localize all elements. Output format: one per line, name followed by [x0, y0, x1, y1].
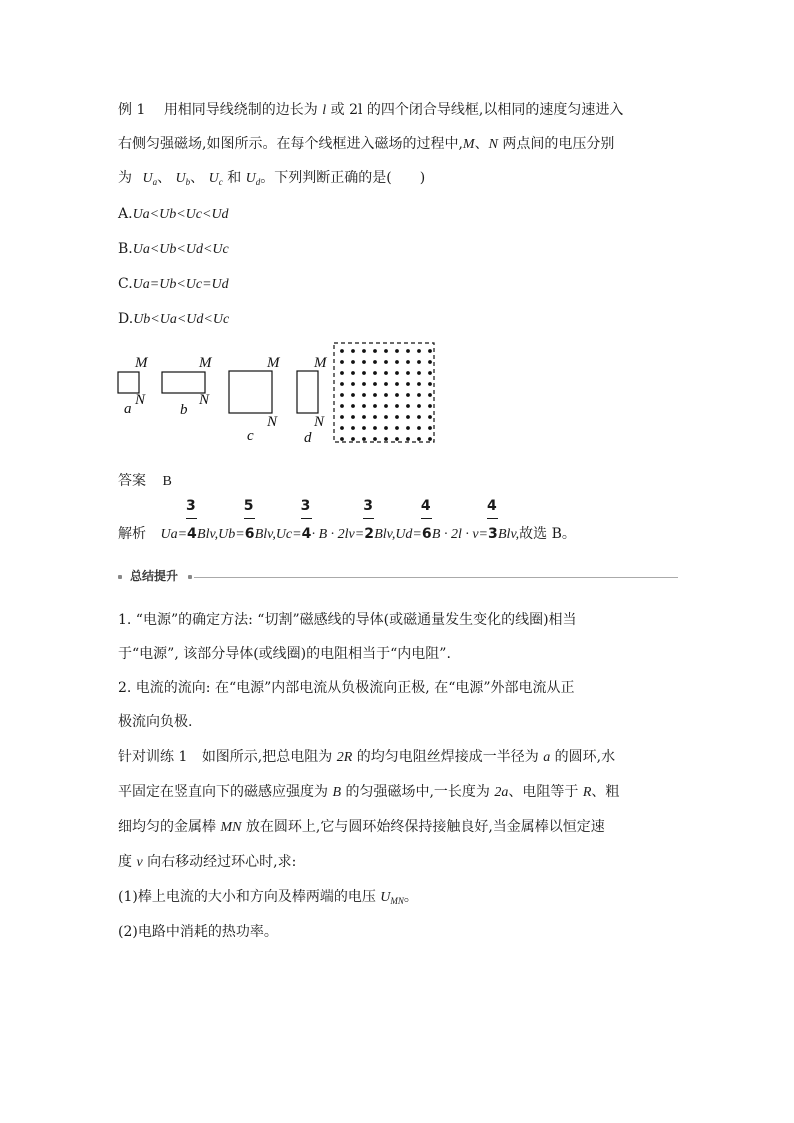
field-dot: [395, 404, 399, 408]
field-dot: [395, 415, 399, 419]
field-dot: [417, 437, 421, 441]
field-dot: [373, 360, 377, 364]
field-dot: [373, 382, 377, 386]
answer-value: B: [162, 474, 172, 489]
field-dot: [340, 393, 344, 397]
label-b: b: [180, 402, 188, 418]
field-dot: [395, 393, 399, 397]
field-dot: [428, 415, 432, 419]
heading-dot-icon: [188, 575, 192, 579]
field-dot: [417, 426, 421, 430]
field-dot: [362, 426, 366, 430]
example-label: 例 1: [118, 102, 146, 118]
field-dot: [340, 349, 344, 353]
field-dot: [340, 426, 344, 430]
frame-b: [162, 372, 205, 393]
field-dot: [351, 404, 355, 408]
fraction-2: $\frac{5}{6}$: [243, 498, 255, 542]
label-M-d: M: [314, 355, 327, 371]
field-dot: [384, 349, 388, 353]
field-dot: [351, 437, 355, 441]
field-dot: [395, 426, 399, 430]
heading-rule: [194, 577, 678, 578]
fraction-4: $\frac{3}{2}$: [363, 498, 374, 542]
field-dot: [428, 349, 432, 353]
field-dot: [362, 393, 366, 397]
field-dot: [351, 371, 355, 375]
field-dot: [362, 371, 366, 375]
field-dot: [428, 360, 432, 364]
field-dot: [395, 382, 399, 386]
field-dot: [406, 393, 410, 397]
summary-p2-line2: 极流向负极.: [118, 714, 193, 730]
label-d: d: [304, 430, 312, 446]
example-line-2: 右侧匀强磁场,如图所示。在每个线框进入磁场的过程中,M、N 两点间的电压分别: [118, 136, 615, 152]
summary-title: 总结提升: [130, 569, 179, 583]
field-dot: [340, 371, 344, 375]
frame-a: [118, 372, 139, 393]
training-line-1: 针对训练 1 如图所示,把总电阻为 2R 的均匀电阻丝焊接成一半径为 a 的圆环,水: [118, 749, 616, 765]
label-a: a: [124, 401, 132, 417]
field-dot: [395, 360, 399, 364]
field-dot: [351, 426, 355, 430]
field-dot: [406, 371, 410, 375]
field-dot: [417, 349, 421, 353]
field-dot: [384, 415, 388, 419]
fraction-1: $\frac{3}{4}$: [186, 498, 197, 542]
question-2: (2)电路中消耗的热功率。: [118, 924, 278, 940]
field-dot: [373, 404, 377, 408]
answer-label: 答案: [118, 473, 146, 489]
label-N-a: N: [135, 392, 146, 408]
field-dot: [351, 349, 355, 353]
field-dot: [428, 371, 432, 375]
field-dot: [406, 426, 410, 430]
option-a: A.Ua<Ub<Uc<Ud: [118, 206, 229, 222]
fraction-3: $\frac{3}{4}$: [300, 498, 312, 542]
field-dot: [373, 426, 377, 430]
field-dot: [340, 360, 344, 364]
field-dot: [428, 426, 432, 430]
field-dots: [340, 349, 432, 441]
summary-heading: [118, 570, 678, 584]
field-dot: [417, 393, 421, 397]
field-dot: [406, 349, 410, 353]
field-dot: [373, 349, 377, 353]
field-dot: [406, 437, 410, 441]
frame-c: [229, 371, 272, 413]
field-dot: [384, 437, 388, 441]
heading-dot-icon: [118, 575, 122, 579]
summary-p1-line2: 于“电源”, 该部分导体(或线圈)的电阻相当于“内电阻”.: [118, 646, 451, 662]
fraction-5: $\frac{4}{6}$: [420, 498, 432, 542]
field-dot: [351, 360, 355, 364]
field-dot: [417, 371, 421, 375]
field-dot: [373, 437, 377, 441]
option-c: C.Ua=Ub<Uc=Ud: [118, 276, 229, 292]
field-dot: [417, 404, 421, 408]
example-line-1: 例 1 用相同导线绕制的边长为 l 或 2l 的四个闭合导线框,以相同的速度匀速进入: [118, 102, 624, 118]
field-dot: [406, 404, 410, 408]
field-dot: [351, 393, 355, 397]
label-M-c: M: [267, 355, 280, 371]
field-dot: [384, 360, 388, 364]
field-dot: [395, 371, 399, 375]
example-line-3: 为 $U_a$、 $U_b$、 $U_c$ 和 $U_d$。下列判断正确的是( ): [118, 170, 426, 187]
analysis-line: 解析 Ua= $\frac{3}{4}Blv,Ub=$ $\frac{5}{6}Blv,Uc=$ $\frac{3}{4}\cdot B \cdot 2lv=$ $\frac{3}{2}Blv,Ud=$ $\frac{4}{6}B \cdot 2l \cdot v=$ $\frac{4}{3}Blv$,故选 B。: [118, 498, 576, 542]
field-dot: [362, 360, 366, 364]
field-dot: [384, 371, 388, 375]
field-dot: [362, 382, 366, 386]
option-b: B.Ua<Ub<Ud<Uc: [118, 241, 229, 257]
field-dot: [417, 382, 421, 386]
field-dot: [373, 371, 377, 375]
field-dot: [428, 382, 432, 386]
analysis-label: 解析: [118, 526, 146, 542]
field-dot: [351, 382, 355, 386]
option-d: D.Ub<Ua<Ud<Uc: [118, 311, 230, 327]
field-dot: [340, 382, 344, 386]
training-label: 针对训练 1: [118, 749, 188, 765]
field-dot: [351, 415, 355, 419]
field-dot: [417, 360, 421, 364]
field-dot: [373, 393, 377, 397]
field-dot: [384, 382, 388, 386]
field-dot: [362, 349, 366, 353]
field-dot: [384, 426, 388, 430]
field-dot: [362, 437, 366, 441]
field-dot: [373, 415, 377, 419]
label-M-b: M: [199, 355, 212, 371]
summary-p1-line1: 1. “电源”的确定方法: “切割”磁感线的导体(或磁通量发生变化的线圈)相当: [118, 612, 577, 628]
question-1: (1)棒上电流的大小和方向及棒两端的电压 $U_{MN}$。: [118, 889, 418, 906]
label-M-a: M: [135, 355, 148, 371]
label-N-b: N: [199, 392, 210, 408]
field-dot: [406, 415, 410, 419]
field-dot: [340, 437, 344, 441]
answer-line: [118, 471, 172, 492]
frame-d: [297, 371, 318, 413]
field-dot: [395, 437, 399, 441]
coil-figure: [112, 340, 442, 450]
summary-p2-line1: 2. 电流的流向: 在“电源”内部电流从负极流向正极, 在“电源”外部电流从正: [118, 680, 575, 696]
label-N-d: N: [314, 414, 325, 430]
field-dot: [417, 415, 421, 419]
label-c: c: [247, 428, 254, 444]
training-line-3: 细均匀的金属棒 MN 放在圆环上,它与圆环始终保持接触良好,当金属棒以恒定速: [118, 819, 605, 835]
field-dot: [406, 382, 410, 386]
field-dot: [428, 393, 432, 397]
field-dot: [362, 415, 366, 419]
field-dot: [428, 404, 432, 408]
field-dot: [406, 360, 410, 364]
training-line-4: 度 v 向右移动经过环心时,求:: [118, 854, 297, 870]
field-dot: [428, 437, 432, 441]
field-dot: [362, 404, 366, 408]
field-dot: [384, 393, 388, 397]
field-dot: [395, 349, 399, 353]
field-dot: [340, 404, 344, 408]
training-line-2: 平固定在竖直向下的磁感应强度为 B 的匀强磁场中,一长度为 2a、电阻等于 R、粗: [118, 784, 620, 800]
label-N-c: N: [267, 414, 278, 430]
fraction-6: $\frac{4}{3}$: [487, 498, 498, 542]
field-dot: [384, 404, 388, 408]
field-dot: [340, 415, 344, 419]
